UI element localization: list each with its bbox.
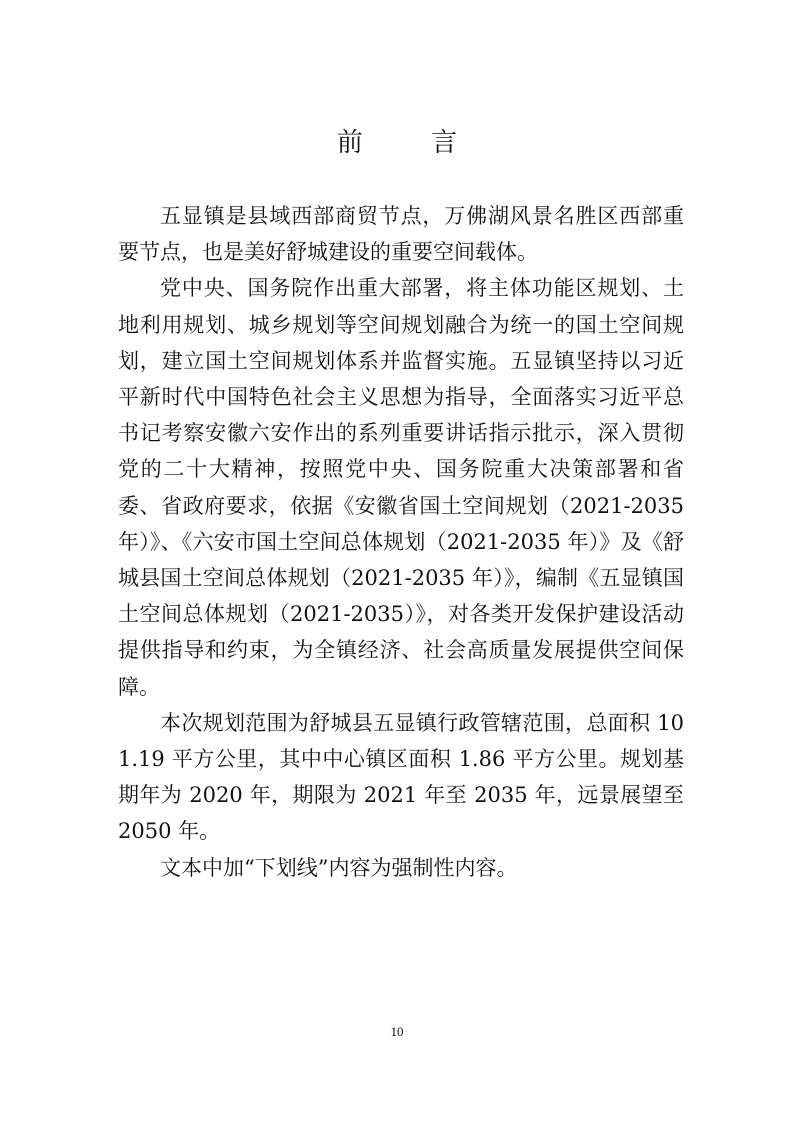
page-number: 10 bbox=[390, 1024, 404, 1039]
paragraph-note: 文本中加“下划线”内容为强制性内容。 bbox=[160, 855, 518, 880]
page-title: 前 言 bbox=[336, 128, 488, 158]
body-text bbox=[118, 198, 684, 886]
paragraph-scope: 本次规划范围为舒城县五显镇行政管辖范围，总面积 101.19 平方公里，其中中心镇区面积 1.86 平方公里。规划基期年为 2020 年，期限为 2021 年至 2035 年，远景展望至 2050 年。 bbox=[118, 710, 684, 844]
paragraph-intro: 五显镇是县域西部商贸节点，万佛湖风景名胜区西部重要节点，也是美好舒城建设的重要空间载体。 bbox=[118, 204, 684, 265]
paragraph-background: 党中央、国务院作出重大部署，将主体功能区规划、土地利用规划、城乡规划等空间规划融合为统一的国土空间规划，建立国土空间规划体系并监督实施。五显镇坚持以习近平新时代中国特色社会主义思想为指导，全面落实习近平总书记考察安徽六安作出的系列重要讲话指示批示，深入贯彻党的二十大精神，按照党中央、国务院重大决策部署和省委、省政府要求，依据《安徽省国土空间规划（2021-2035 年）》、《六安市国土空间总体规划（2021-2035 年）》及《舒城县国土空间总体规划（2021-2035 年）》，编制《五显镇国土空间总体规划（2021-2035）》，对各类开发保护建设活动提供指导和约束，为全镇经济、社会高质量发展提供空间保障。 bbox=[118, 276, 684, 699]
